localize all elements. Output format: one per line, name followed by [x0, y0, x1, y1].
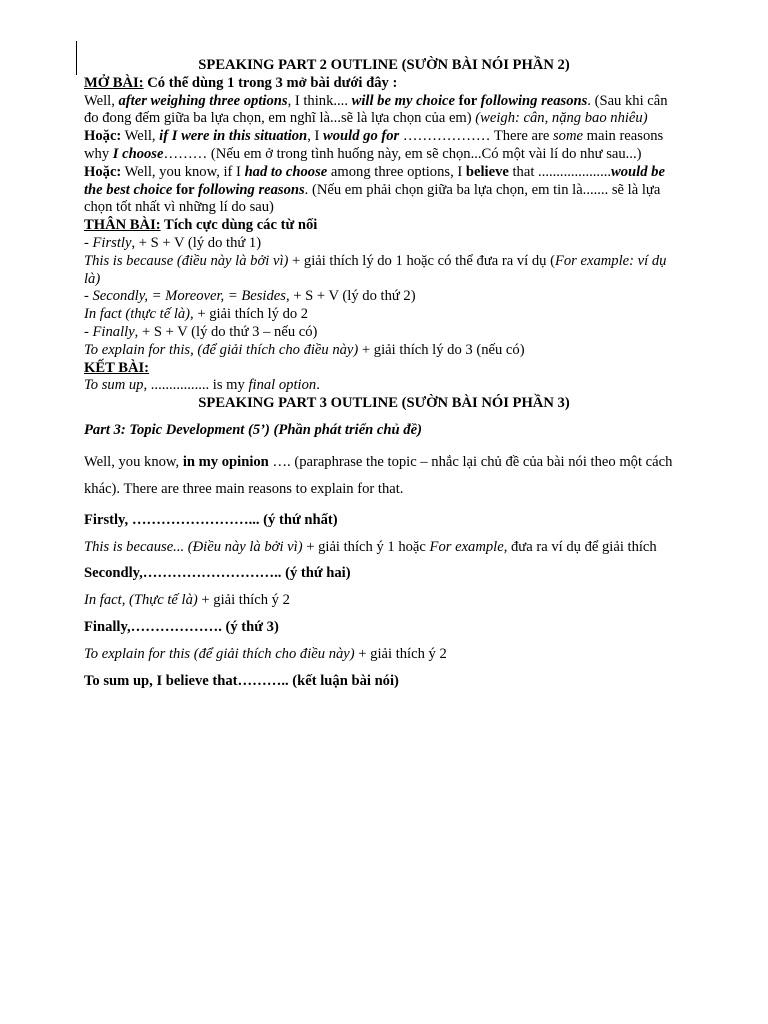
body-line-secondly: - Secondly, = Moreover, = Besides, + S + V (lý do thứ 2)	[84, 288, 416, 305]
intro-option-2: Hoặc: Well, if I were in this situation, I would go for ……………… There are some main reasons why I choose……… (Nếu em ở trong tình huống này, em sẽ chọn...Có một vài lí do như sau...)	[84, 128, 664, 162]
text-cursor	[76, 41, 77, 75]
body-line-because: This is because (điều này là bởi vì) + giải thích lý do 1 hoặc có thể đưa ra ví dụ (For example: ví dụ là)	[84, 252, 667, 287]
body-heading: THÂN BÀI:	[84, 217, 161, 234]
part3-section	[84, 422, 684, 690]
part3-firstly: Firstly, ……………………... (ý thứ nhất)	[84, 511, 338, 528]
part3-because: This is because... (Điều này là bởi vì) + giải thích ý 1 hoặc For example, đưa ra ví dụ để giải thích	[84, 538, 657, 555]
part3-intro: Well, you know, in my opinion …. (paraphrase the topic – nhắc lại chủ đề của bài nói theo một cách khác). There are three main reasons to explain for that.	[84, 453, 673, 497]
intro-heading: MỞ BÀI:	[84, 74, 144, 91]
body-heading-line: THÂN BÀI: Tích cực dùng các từ nối	[84, 217, 318, 234]
body-line-infact: In fact (thực tế là), + giải thích lý do 2	[84, 306, 309, 323]
part3-secondly: Secondly,……………………….. (ý thứ hai)	[84, 565, 351, 582]
body-line-firstly: - Firstly, + S + V (lý do thứ 1)	[84, 234, 262, 251]
document-body	[84, 57, 684, 690]
conclusion-line: To sum up, ................ is my final option.	[84, 377, 320, 394]
intro-option-3: Hoặc: Well, you know, if I had to choose among three options, I believe that ....................would be the best choice for following reasons. (Nếu em phải chọn giữa ba lựa chọn, em tin là....... sẽ là lựa chọn tốt nhất vì những lí do sau)	[84, 163, 665, 216]
body-line-finally: - Finally, + S + V (lý do thứ 3 – nếu có)	[84, 323, 318, 340]
conclusion-heading: KẾT BÀI:	[84, 359, 150, 376]
part3-title: SPEAKING PART 3 OUTLINE (SƯỜN BÀI NÓI PHẦN 3)	[198, 395, 570, 412]
body-line-explain: To explain for this, (để giải thích cho điều này) + giải thích lý do 3 (nếu có)	[84, 341, 525, 358]
intro-option-1: Well, after weighing three options, I think.... will be my choice for following reasons. (Sau khi cân đo đong đếm giữa ba lựa chọn, em nghĩ là...sẽ là lựa chọn của em) (weigh: cân, nặng bao nhiêu)	[84, 92, 668, 127]
part3-infact: In fact, (Thực tế là) + giải thích ý 2	[84, 592, 290, 609]
conclusion-heading-line	[84, 360, 684, 378]
part3-finally: Finally,………………. (ý thứ 3)	[84, 618, 279, 635]
part3-sumup: To sum up, I believe that……….. (kết luận bài nói)	[84, 672, 399, 689]
part2-title: SPEAKING PART 2 OUTLINE (SƯỜN BÀI NÓI PHẦN 2)	[198, 57, 570, 73]
intro-heading-line: MỞ BÀI: Có thể dùng 1 trong 3 mở bài dưới đây :	[84, 74, 398, 91]
part3-subtitle: Part 3: Topic Development (5’) (Phần phát triển chủ đề)	[84, 421, 422, 438]
part3-explain: To explain for this (để giải thích cho điều này) + giải thích ý 2	[84, 645, 447, 662]
